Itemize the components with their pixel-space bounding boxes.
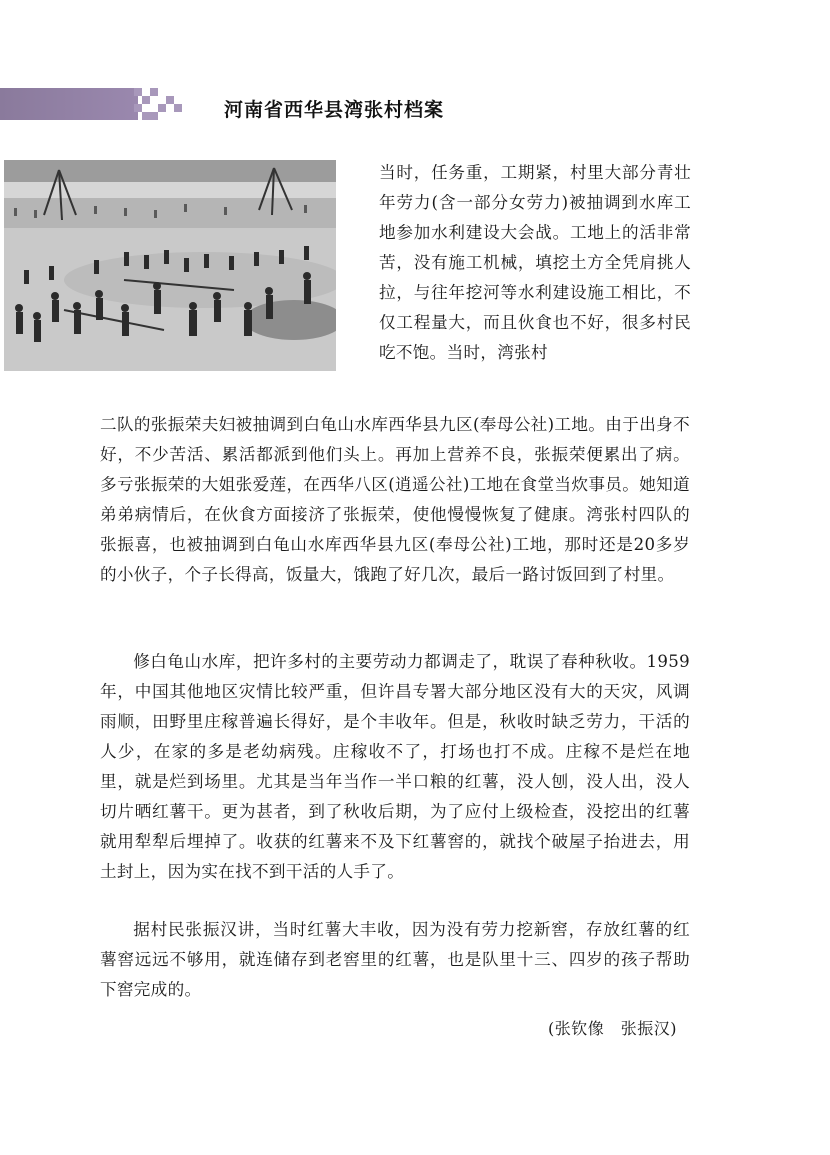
paragraph-1-continued: 二队的张振荣夫妇被抽调到白龟山水库西华县九区(奉母公社)工地。由于出身不好，不少苦活、累活都派到他们头上。再加上营养不良，张振荣便累出了病。多亏张振荣的大姐张爱莲，在西华八区(逍遥公社)工地在食堂当炊事员。她知道弟弟病情后，在伙食方面接济了张振荣，使他慢慢恢复了健康。湾张村四队的张振喜，也被抽调到白龟山水库西华县九区(奉母公社)工地，那时还是20多岁的小伙子，个子长得高，饭量大，饿跑了好几次，最后一路讨饭回到了村里。	[100, 415, 690, 584]
page-title: 河南省西华县湾张村档案	[224, 99, 445, 121]
header-decor-bar	[0, 88, 138, 120]
author-credit: (张钦像 张振汉)	[548, 1019, 677, 1038]
header-pixel-pattern	[134, 88, 182, 120]
paragraph-2: 修白龟山水库，把许多村的主要劳动力都调走了，耽误了春种秋收。1959年，中国其他地区灾情比较严重，但许昌专署大部分地区没有大的天灾，风调雨顺，田野里庄稼普遍长得好，是个丰收年。但是，秋收时缺乏劳力，干活的人少，在家的多是老幼病残。庄稼收不了，打场也打不成。庄稼不是烂在地里，就是烂到场里。尤其是当年当作一半口粮的红薯，没人刨，没人出，没人切片晒红薯干。更为甚者，到了秋收后期，为了应付上级检查，没挖出的红薯就用犁犁后埋掉了。收获的红薯来不及下红薯窖的，就找个破屋子抬进去，用土封上，因为实在找不到干活的人手了。	[100, 652, 690, 881]
paragraph-3: 据村民张振汉讲，当时红薯大丰收，因为没有劳力挖新窖，存放红薯的红薯窖远远不够用，就连储存到老窖里的红薯，也是队里十三、四岁的孩子帮助下窖完成的。	[100, 920, 690, 999]
historical-photo	[4, 160, 336, 371]
paragraph-1-wrapped: 当时，任务重，工期紧，村里大部分青壮年劳力(含一部分女劳力)被抽调到水库工地参加水利建设大会战。工地上的活非常苦，没有施工机械，填挖土方全凭肩挑人拉，与往年挖河等水利建设施工相比，不仅工程量大，而且伙食也不好，很多村民吃不饱。当时，湾张村	[379, 163, 691, 362]
